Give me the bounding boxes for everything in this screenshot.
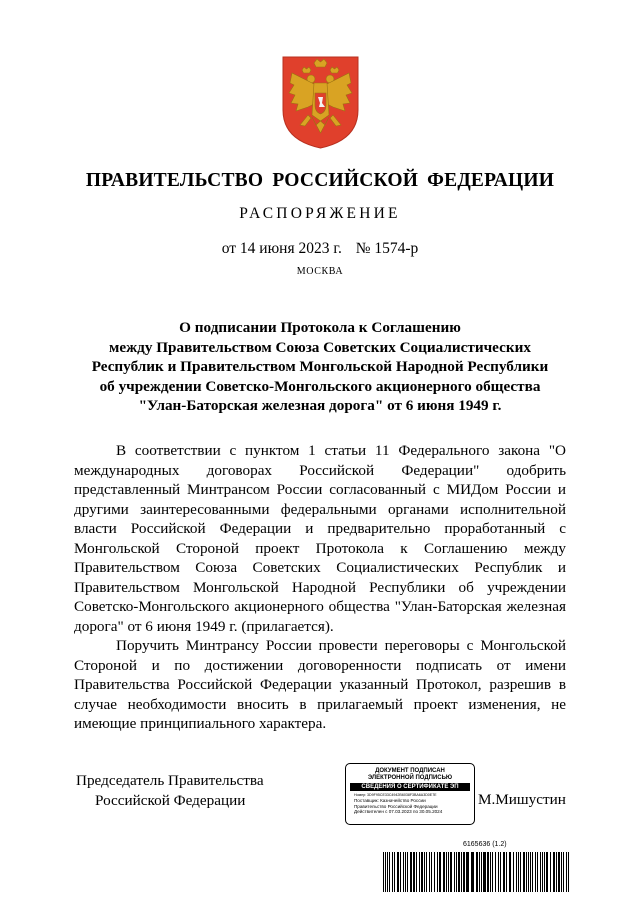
stamp-owner: Правительство Российской Федерации (354, 803, 438, 809)
stamp-certificate-header: СВЕДЕНИЯ О СЕРТИФИКАТЕ ЭП (350, 783, 470, 791)
subject-line: Республик и Правительством Монгольской Народной Республики (91, 358, 549, 375)
document-subject (60, 318, 580, 416)
document-code: 6165636 (1.2) (463, 841, 507, 848)
subject-line: между Правительством Союза Советских Социалистических (109, 338, 531, 356)
stamp-serial: Номер: 3D9F95CE33C4942B6038F3BA6A3D0E7E (354, 793, 437, 797)
government-title: ПРАВИТЕЛЬСТВО РОССИЙСКОЙ ФЕДЕРАЦИИ (85, 170, 555, 191)
stamp-line: ЭЛЕКТРОННОЙ ПОДПИСЬЮ (367, 775, 453, 781)
document-type: РАСПОРЯЖЕНИЕ (239, 205, 401, 222)
subject-line: О подписании Протокола к Соглашению (179, 319, 461, 336)
electronic-signature-stamp (345, 763, 475, 825)
signatory-name: М.Мишустин (478, 791, 566, 808)
body-paragraph: Поручить Минтрансу России провести переговоры с Монгольской Стороной и по достижении договоренности подписать от имени Правительства Российской Федерации указанный Протокол, разрешив в случае необходимости вносить в прилагаемый проект изменения, не имеющие принципиального характера. (74, 637, 566, 732)
coat-of-arms-icon (278, 55, 363, 150)
stamp-line: ДОКУМЕНТ ПОДПИСАН (375, 768, 445, 774)
barcode-icon (383, 852, 569, 892)
body-paragraph: В соответствии с пунктом 1 статьи 11 Федерального закона "О международных договорах Российской Федерации" одобрить представленный Минтрансом России согласованный с МИДом России и другими заинтересованными федеральными органами исполнительной власти Российской Федерации и предварительно проработанный с Монгольской Стороной проект Протокола к Соглашению между Правительством Союза Советских Социалистических Республик и Правительством Монгольской Народной Республики об учреждении Советско-Монгольского акционерного общества "Улан-Баторская железная дорога" от 6 июня 1949 г. (прилагается). (74, 442, 566, 635)
stamp-issuer: Поставщик: Казначейство России (354, 798, 426, 803)
order-date-line (0, 240, 640, 258)
order-date: от 14 июня 2023 г. (221, 240, 342, 257)
signatory-position-line: Российской Федерации (95, 791, 246, 809)
order-number: № 1574-р (355, 240, 419, 257)
signatory-position (76, 771, 264, 810)
subject-line: "Улан-Баторская железная дорога" от 6 июня 1949 г. (138, 397, 502, 414)
city: МОСКВА (296, 266, 344, 277)
stamp-validity: Действителен с 07.03.2023 по 30.05.2024 (354, 809, 443, 815)
document-body (74, 441, 566, 734)
subject-line: об учреждении Советско-Монгольского акционерного общества (99, 377, 541, 395)
signatory-position-line: Председатель Правительства (76, 772, 264, 789)
